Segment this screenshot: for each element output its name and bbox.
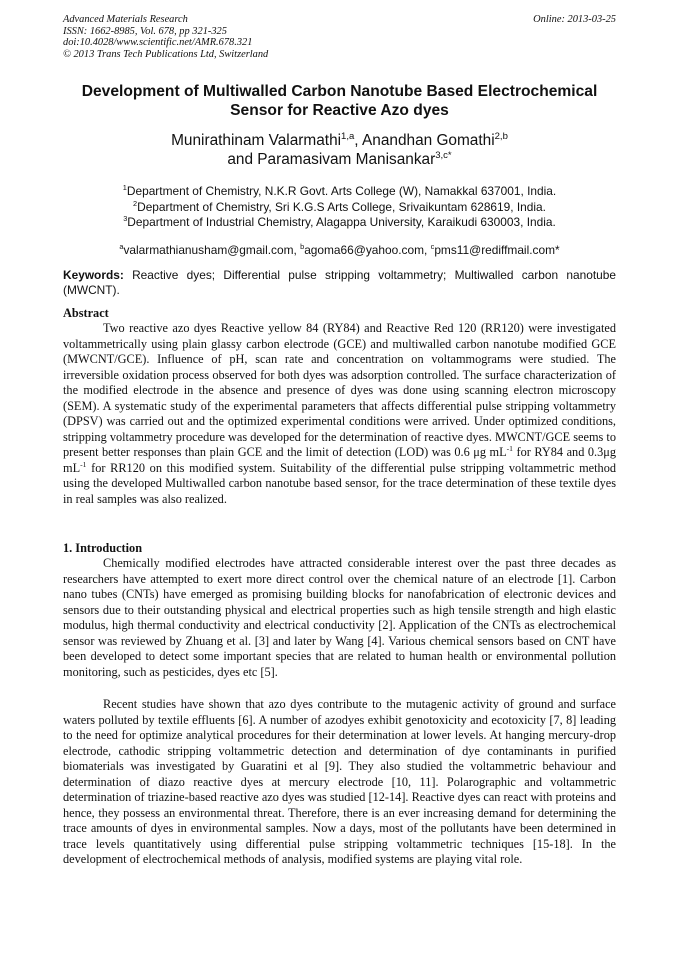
author-line-1 [63, 131, 616, 150]
author-list [63, 131, 616, 169]
email-a-sup: a [119, 242, 124, 252]
email-b[interactable]: agoma66@yahoo.com, [304, 243, 431, 257]
affiliation-1-text: Department of Chemistry, N.K.R Govt. Arts College (W), Namakkal 637001, India. [126, 184, 557, 198]
affiliation-1 [63, 184, 616, 200]
online-date: Online: 2013-03-25 [533, 14, 616, 25]
keywords [63, 268, 616, 298]
author-and: and [227, 151, 258, 168]
intro-paragraph-2: Recent studies have shown that azo dyes contribute to the mutagenic activity of ground and surface waters polluted by textile effluents [6]. A number of azodyes exhibit genotoxicity and ecotoxicity [7, 8] leading to the need for optimize analytical procedures for their determination at lower levels. At hanging mercury-drop electrode, cathodic stripping voltammetric detection and determination of dye contaminants in purified biomaterials was investigated by Guaratini et al [9]. They also studied the voltammetric behaviour and determination of diazo reactive dyes at mercury electrode [10, 11]. Polarographic and voltammetric determination of triazine-based reactive azo dyes was studied [12-14]. Reactive dyes can react with proteins and hence, they possess an environmental threat. Therefore, there is an ever increasing demand for determining the trace amounts of dyes in environmental samples. Now a days, most of the pollutants have been determined in trace levels quantitatively using differential pulse stripping voltammetric techniques [15-18]. In the development of electrochemical methods of analysis, modified systems are playing vital role. [63, 697, 616, 867]
abstract-text-2: for RY84 and 0.3μg mL [63, 445, 616, 475]
keywords-text: Reactive dyes; Differential pulse stripping voltammetry; Multiwalled carbon nanotube (MWCNT). [63, 268, 616, 298]
email-a[interactable]: valarmathianusham@gmail.com, [123, 243, 301, 257]
author-3: Paramasivam Manisankar [257, 151, 436, 168]
affiliation-3-text: Department of Industrial Chemistry, Alagappa University, Karaikudi 630003, India. [127, 215, 556, 229]
journal-name: Advanced Materials Research [63, 14, 188, 25]
abstract-sup-1: -1 [506, 444, 513, 454]
author-3-sup: 3,c* [435, 149, 452, 161]
intro-paragraph-1: Chemically modified electrodes have attracted considerable interest over the past three decades as researchers have attempted to exert more direct control over the chemical nature of an electrode [1]. Carbon nano tubes (CNTs) have emerged as promising building blocks for nanofabrication of electronic devices and sensors due to their outstanding physical and electrical properties such as high tensile strength and high elastic modulus, high thermal conductivity and electrical conductivity [2]. Application of the CNTs as electrochemical sensor was reviewed by Zhuang et al. [3] and later by Wang [4]. Various chemical sensors based on CNT have been developed to detect some important species that are related to human health or environmental pollution monitoring, such as pesticides, dyes etc [5]. [63, 556, 616, 679]
title-line-2: Sensor for Reactive Azo dyes [230, 102, 449, 119]
abstract-heading: Abstract [63, 306, 109, 320]
abstract-text-3: for RR120 on this modified system. Suitability of the differential pulse stripping voltammetric method using the developed Multiwalled carbon nanotube based sensor, for the trace determination of these textile dyes in real samples was also realized. [63, 460, 616, 507]
affiliation-3 [63, 215, 616, 231]
author-2: Anandhan Gomathi [362, 132, 495, 149]
author-2-sup: 2,b [494, 130, 508, 142]
journal-header [63, 14, 616, 60]
email-c[interactable]: pms11@rediffmail.com* [434, 243, 560, 257]
abstract-sup-2: -1 [80, 459, 87, 469]
author-separator: , [354, 132, 362, 149]
abstract-text-1: Two reactive azo dyes Reactive yellow 84 (RY84) and Reactive Red 120 (RR120) were investigated voltammetrically using plain glassy carbon electrode (GCE) and multiwalled carbon nanotube modified GCE (MWCNT/GCE). Influence of pH, scan rate and concentration on voltammograms were studied. The irreversible oxidation process observed for both dyes was adsorption controlled. The surface characterization of the modified electrode in the absence and presence of dyes was done using scanning electron microscopy (SEM). A systematic study of the experimental parameters that affects differential pulse stripping voltammetry (DPSV) was carried out and the optimized experimental conditions were arrived. Under optimized conditions, stripping voltammetry procedure was developed for the determination of reactive dyes. MWCNT/GCE seems to present better responses than plain GCE and the limit of detection (LOD) was 0.6 μg mL [63, 321, 616, 460]
email-line [63, 243, 616, 258]
author-line-2 [63, 150, 616, 169]
copyright-line: © 2013 Trans Tech Publications Ltd, Switzerland [63, 48, 269, 60]
author-1-sup: 1,a [341, 130, 355, 142]
affiliation-3-num: 3 [123, 214, 128, 224]
keywords-label: Keywords: [63, 268, 124, 282]
paper-title [63, 82, 616, 120]
issn-line: ISSN: 1662-8985, Vol. 678, pp 321-325 [63, 25, 227, 37]
affiliations [63, 184, 616, 231]
title-line-1: Development of Multiwalled Carbon Nanotube Based Electrochemical [81, 83, 598, 100]
affiliation-2-text: Department of Chemistry, Sri K.G.S Arts College, Srivaikuntam 628619, India. [137, 199, 546, 214]
doi-line: doi:10.4028/www.scientific.net/AMR.678.321 [63, 37, 253, 49]
affiliation-1-num: 1 [122, 183, 127, 193]
affiliation-2-num: 2 [133, 198, 138, 208]
introduction-heading: 1. Introduction [63, 541, 143, 555]
author-1: Munirathinam Valarmathi [171, 132, 342, 149]
email-b-sup: b [300, 242, 305, 252]
affiliation-2 [63, 200, 616, 216]
email-c-sup: c [430, 242, 435, 252]
abstract-paragraph [63, 321, 616, 508]
